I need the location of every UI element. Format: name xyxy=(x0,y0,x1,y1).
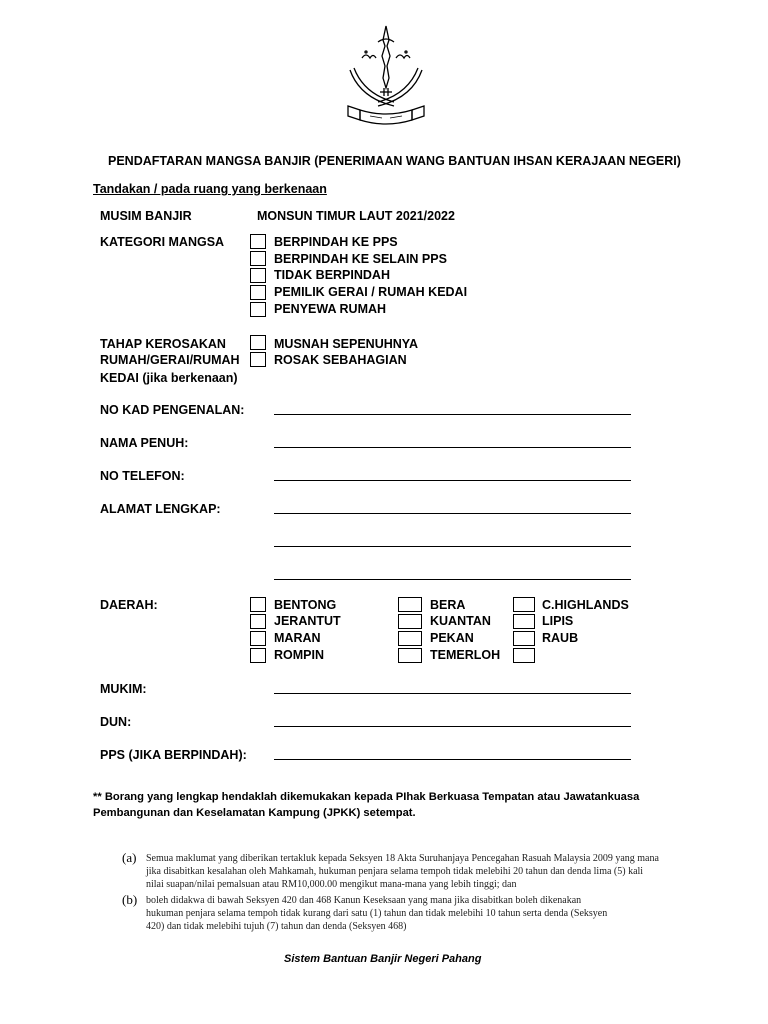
district-option-label: PEKAN xyxy=(430,631,474,645)
legal-a-line3: nilai suapan/nilai pemalsuan atau RM10,000.00 mengikut mana-mana yang lebih tinggi; dan xyxy=(146,879,517,890)
name-label: NAMA PENUH: xyxy=(100,436,189,450)
district-checkbox-temerloh[interactable] xyxy=(398,648,422,663)
category-checkbox-penyewa[interactable] xyxy=(250,302,266,317)
category-checkbox-pps[interactable] xyxy=(250,234,266,249)
submission-note-line2: Pembangunan dan Keselamatan Kampung (JPKK) setempat. xyxy=(93,807,416,819)
category-option-label: BERPINDAH KE PPS xyxy=(274,235,398,249)
legal-a-line1: Semua maklumat yang diberikan tertakluk kepada Seksyen 18 Akta Suruhanjaya Pencegahan Rasuah Malaysia 2009 yang mana xyxy=(146,853,659,864)
mukim-label: MUKIM: xyxy=(100,682,147,696)
address-input-line-2[interactable] xyxy=(274,546,631,547)
damage-checkbox-musnah[interactable] xyxy=(250,335,266,350)
district-checkbox-raub[interactable] xyxy=(513,631,535,646)
district-checkbox-kuantan[interactable] xyxy=(398,614,422,629)
damage-label-line1: TAHAP KEROSAKAN xyxy=(100,337,226,351)
district-option-label: KUANTAN xyxy=(430,614,491,628)
address-label: ALAMAT LENGKAP: xyxy=(100,502,221,516)
season-label: MUSIM BANJIR xyxy=(100,209,192,223)
legal-a-line2: jika disabitkan kesalahan oleh Mahkamah, hukuman penjara selama tempoh tidak melebihi 20 tahun dan denda lima (5) kali xyxy=(146,866,644,877)
district-option-label: BERA xyxy=(430,598,466,612)
footer-text: Sistem Bantuan Banjir Negeri Pahang xyxy=(284,953,482,965)
damage-option-label: ROSAK SEBAHAGIAN xyxy=(274,353,407,367)
mukim-input-line[interactable] xyxy=(274,693,631,694)
legal-b-line3: 420) dan tidak melebihi tujuh (7) tahun dan denda (Seksyen 468) xyxy=(146,921,407,932)
pps-label: PPS (JIKA BERPINDAH): xyxy=(100,748,247,762)
district-option-label: LIPIS xyxy=(542,614,574,628)
district-checkbox-pekan[interactable] xyxy=(398,631,422,646)
category-option-label: PENYEWA RUMAH xyxy=(274,302,387,316)
dun-label: DUN: xyxy=(100,715,132,729)
district-checkbox-rompin[interactable] xyxy=(250,648,266,663)
category-option-label: PEMILIK GERAI / RUMAH KEDAI xyxy=(274,285,468,299)
category-option-label: BERPINDAH KE SELAIN PPS xyxy=(274,252,447,266)
category-checkbox-pemilik-gerai[interactable] xyxy=(250,285,266,300)
legal-marker-b: (b) xyxy=(122,892,138,907)
name-input-line[interactable] xyxy=(274,447,631,448)
category-option-label: TIDAK BERPINDAH xyxy=(274,268,390,282)
district-checkbox-maran[interactable] xyxy=(250,631,266,646)
district-option-label: RAUB xyxy=(542,631,579,645)
instruction-text: Tandakan / pada ruang yang berkenaan xyxy=(93,182,327,196)
district-checkbox-jerantut[interactable] xyxy=(250,614,266,629)
form-title: PENDAFTARAN MANGSA BANJIR (PENERIMAAN WANG BANTUAN IHSAN KERAJAAN NEGERI) xyxy=(108,154,681,168)
submission-note-line1: ** Borang yang lengkap hendaklah dikemukakan kepada PIhak Berkuasa Tempatan atau Jawatankuasa xyxy=(93,791,640,803)
ic-label: NO KAD PENGENALAN: xyxy=(100,403,245,417)
district-checkbox-empty[interactable] xyxy=(513,648,535,663)
district-option-label: MARAN xyxy=(274,631,321,645)
category-checkbox-tidak-berpindah[interactable] xyxy=(250,268,266,283)
address-input-line-3[interactable] xyxy=(274,579,631,580)
district-option-label: TEMERLOH xyxy=(430,648,501,662)
legal-marker-a: (a) xyxy=(122,850,137,865)
district-checkbox-bera[interactable] xyxy=(398,597,422,612)
state-crest-logo xyxy=(334,22,438,128)
phone-label: NO TELEFON: xyxy=(100,469,185,483)
district-option-label: ROMPIN xyxy=(274,648,324,662)
season-value: MONSUN TIMUR LAUT 2021/2022 xyxy=(257,209,455,223)
district-checkbox-bentong[interactable] xyxy=(250,597,266,612)
damage-option-label: MUSNAH SEPENUHNYA xyxy=(274,337,419,351)
legal-b-line2: hukuman penjara selama tempoh tidak kurang dari satu (1) tahun dan tidak melebihi 10 tahun serta denda (Seksyen xyxy=(146,908,608,919)
phone-input-line[interactable] xyxy=(274,480,631,481)
category-checkbox-selain-pps[interactable] xyxy=(250,251,266,266)
district-option-label: C.HIGHLANDS xyxy=(542,598,629,612)
district-option-label: BENTONG xyxy=(274,598,337,612)
dun-input-line[interactable] xyxy=(274,726,631,727)
district-label: DAERAH: xyxy=(100,598,158,612)
damage-label-line2: RUMAH/GERAI/RUMAH xyxy=(100,353,240,367)
district-option-label: JERANTUT xyxy=(274,614,341,628)
damage-label-line3: KEDAI (jika berkenaan) xyxy=(100,371,238,385)
address-input-line-1[interactable] xyxy=(274,513,631,514)
legal-b-line1: boleh didakwa di bawah Seksyen 420 dan 468 Kanun Keseksaan yang mana jika disabitkan boleh dikenakan xyxy=(146,895,582,906)
damage-checkbox-rosak[interactable] xyxy=(250,352,266,367)
pps-input-line[interactable] xyxy=(274,759,631,760)
ic-input-line[interactable] xyxy=(274,414,631,415)
district-checkbox-cameron-highlands[interactable] xyxy=(513,597,535,612)
district-checkbox-lipis[interactable] xyxy=(513,614,535,629)
category-label: KATEGORI MANGSA xyxy=(100,235,225,249)
